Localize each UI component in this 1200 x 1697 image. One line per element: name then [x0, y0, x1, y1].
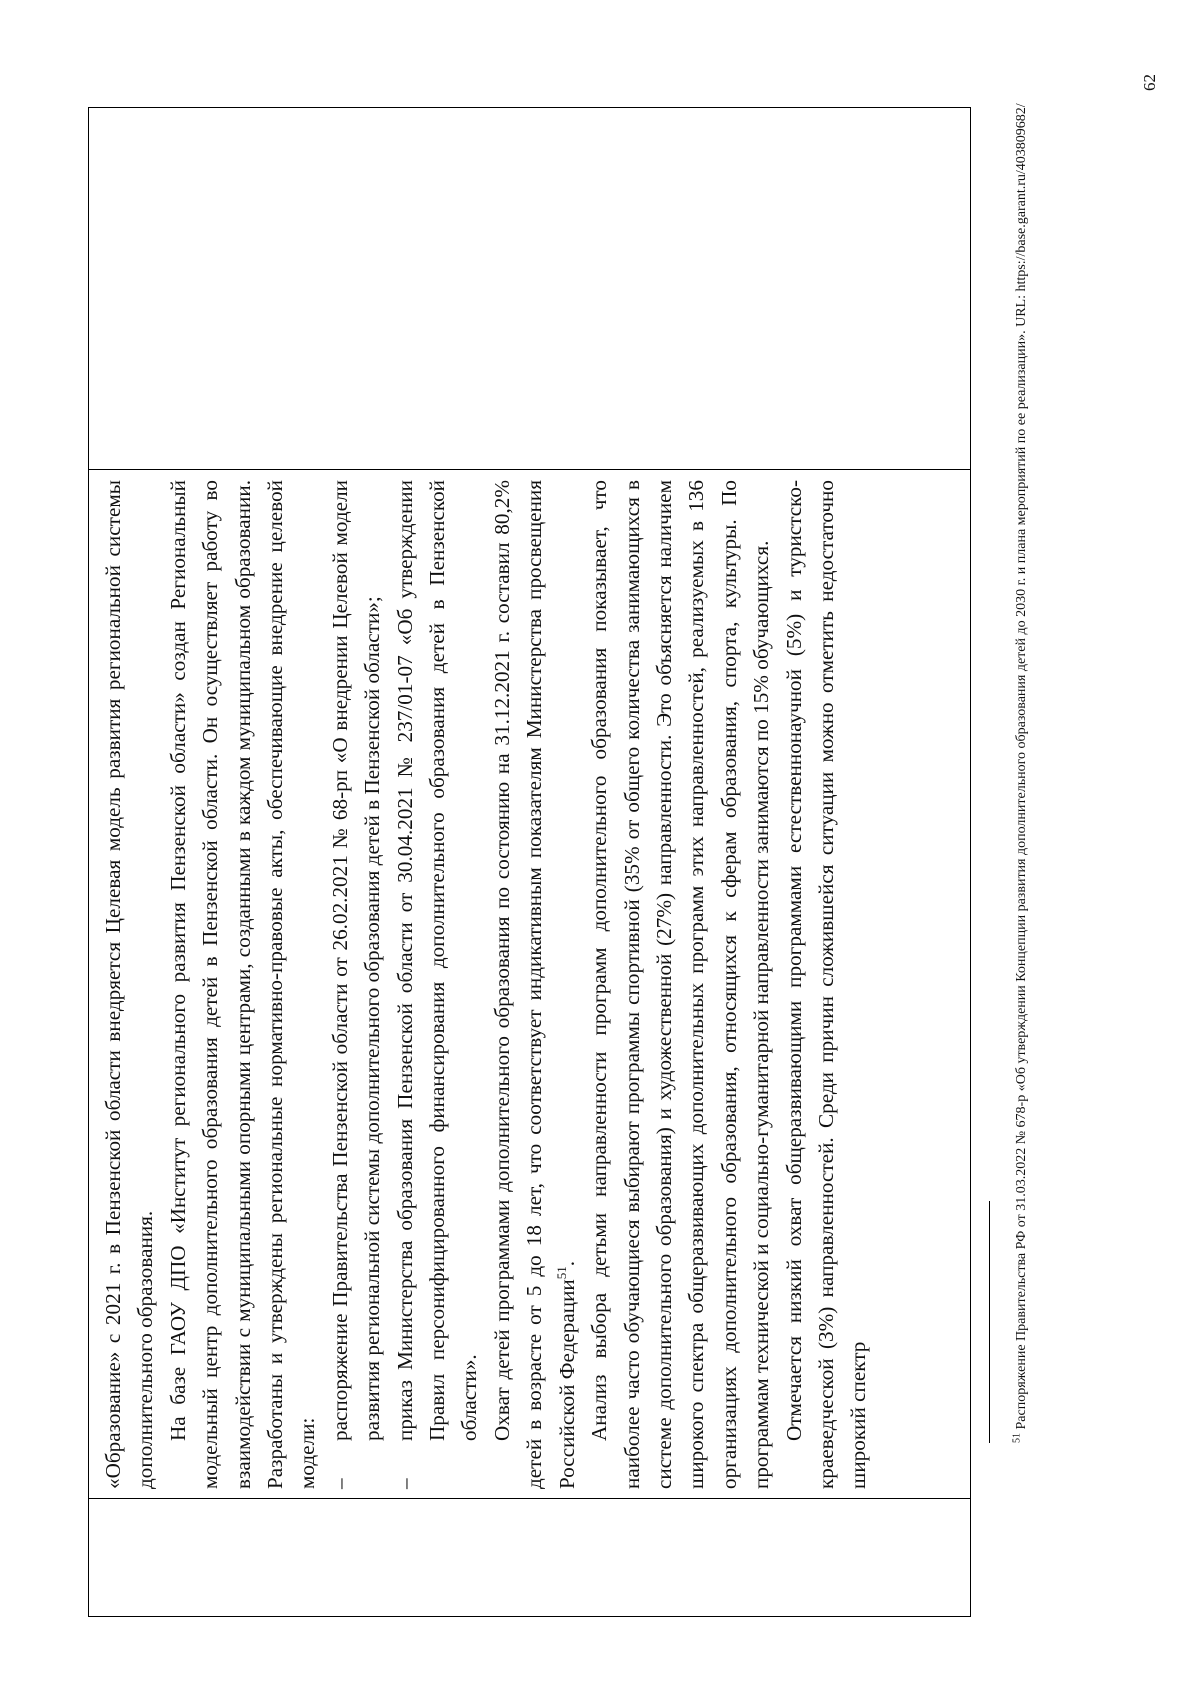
content-table — [88, 107, 971, 1617]
list-dash: – — [392, 1478, 417, 1489]
footnote-mark: 51 — [1011, 1433, 1023, 1443]
footnote-separator — [989, 1201, 990, 1443]
paragraph-1: «Образование» с 2021 г. в Пензенской области внедряется Целевая модель развития региональной системы дополнительного образования. — [101, 480, 158, 1489]
paragraph-3-text: Охват детей программами дополнительного образования по состоянию на 31.12.2021 г. составил 80,2% детей в возрасте от 5 до 18 лет, что соответствует индикативным показателям Министерства просвещения Российской Федерации — [489, 480, 579, 1489]
paragraph-2: На базе ГАОУ ДПО «Институт регионального развития Пензенской области» создан Региональный модельный центр дополнительного образования детей в Пензенской области. Он осуществляет работу во взаимодействии с муниципальными опорными центрами, созданными в каждом муниципальном образовании. Разработаны и утверждены региональные нормативно-правовые акты, обеспечивающие внедрение целевой модели: — [165, 480, 320, 1489]
paragraph-3 — [486, 480, 583, 1489]
list-item — [389, 480, 486, 1489]
paragraph-4: Анализ выбора детьми направленности программ дополнительного образования показывает, что наиболее часто обучающиеся выбирают программы спортивной (35% от общего количества занимающихся в системе дополнительного образования) и художественной (27%) направленности. Это объясняется наличием широкого спектра общеразвивающих дополнительных программ этих направленностей, реализуемых в 136 организациях дополнительного образования, относящихся к сферам образования, спорта, культуры. По программам технической и социально-гуманитарной направленности занимаются по 15% обучающихся. — [587, 480, 774, 1489]
list-item — [324, 480, 389, 1489]
list-item-text: приказ Министерства образования Пензенской области от 30.04.2021 № 237/01-07 «Об утверждении Правил персонифицированного финансирования дополнительного образования детей в Пензенской области». — [392, 480, 482, 1441]
footnote-text: Распоряжение Правительства РФ от 31.03.2022 № 678-р «Об утверждении Концепции развития дополнительного образования детей до 2030 г. и плана мероприятий по ее реализации». URL: https://base.garant.ru/403809682/ — [1014, 103, 1029, 1433]
table-column-right — [89, 108, 970, 470]
page-number: 62 — [1140, 74, 1159, 91]
footnote — [1010, 93, 1033, 1443]
table-column-left — [89, 1498, 970, 1616]
paragraph-3-end: . — [554, 1260, 579, 1267]
table-column-text — [89, 470, 970, 1497]
list-dash: – — [327, 1478, 352, 1489]
paragraph-5: Отмечается низкий охват общеразвивающими программами естественнонаучной (5%) и туристско-краеведческой (3%) направленностей. Среди причин сложившейся ситуации можно отметить недостаточно широкий спектр — [781, 480, 871, 1489]
list-item-text: распоряжение Правительства Пензенской области от 26.02.2021 № 68-рп «О внедрении Целевой модели развития региональной системы дополнительного образования детей в Пензенской области»; — [327, 480, 385, 1441]
footnote-reference[interactable]: 51 — [553, 1266, 569, 1280]
